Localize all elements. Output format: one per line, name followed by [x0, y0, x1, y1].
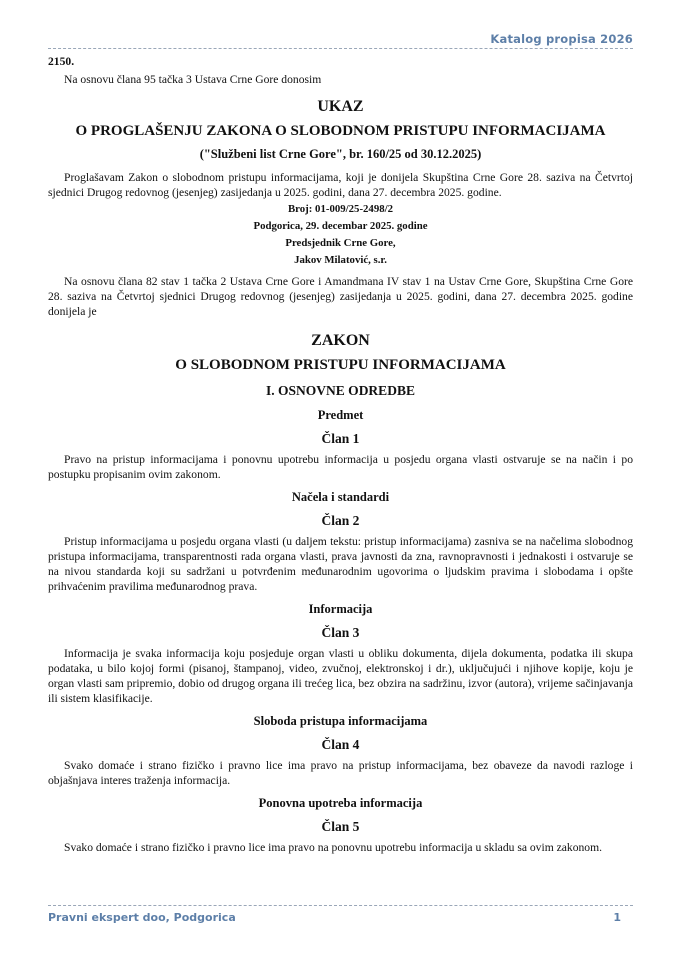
- gazette-reference: ("Službeni list Crne Gore", br. 160/25 od 30.12.2025): [199, 147, 482, 161]
- article-subtitle: Informacija: [308, 602, 373, 616]
- article-text: Svako domaće i strano fizičko i pravno lice ima pravo na ponovnu upotrebu informacija u skladu sa ovim zakonom.: [64, 841, 602, 854]
- footer-divider: [48, 905, 633, 907]
- article-5: [48, 796, 633, 855]
- page-header: [48, 28, 633, 49]
- document-body: [48, 52, 633, 855]
- article-2: [48, 490, 633, 594]
- article-subtitle: Načela i standardi: [291, 490, 390, 504]
- ukaz-title: O PROGLAŠENJU ZAKONA O SLOBODNOM PRISTUPU INFORMACIJAMA: [75, 123, 606, 139]
- ukaz-heading: UKAZ: [317, 98, 364, 115]
- article-text: Svako domaće i strano fizičko i pravno lice ima pravo na pristup informacijama, bez obaveze da navodi razloge i objašnjava interes traženja informacija.: [48, 759, 633, 787]
- article-title: Član 1: [321, 431, 360, 446]
- footer-publisher: Pravni ekspert doo, Podgorica: [48, 911, 236, 924]
- article-4: [48, 714, 633, 788]
- article-title: Član 2: [321, 513, 360, 528]
- zakon-title: O SLOBODNOM PRISTUPU INFORMACIJAMA: [175, 357, 506, 373]
- article-subtitle: Sloboda pristupa informacijama: [253, 714, 428, 728]
- article-text: Pravo na pristup informacijama i ponovnu upotrebu informacija u posjedu organa vlasti ostvaruje se na način i po postupku propisanim ovim zakonom.: [48, 453, 633, 481]
- article-title: Član 4: [321, 737, 360, 752]
- page-number: 1: [613, 911, 621, 924]
- article-1: [48, 408, 633, 482]
- proclamation-paragraph: Proglašavam Zakon o slobodnom pristupu informacijama, koji je donijela Skupština Crne Gore 28. saziva na Četvrtoj sjednici Drugog redovnog (jesenjeg) zasijedanja u 2025. godini, dana 27. decembra 2025. godine.: [48, 171, 633, 199]
- article-title: Član 3: [321, 625, 360, 640]
- article-subtitle: Predmet: [317, 408, 364, 422]
- article-text: Pristup informacijama u posjedu organa vlasti (u daljem tekstu: pristup informacijama) zasniva se na načelima slobodnog pristupa informacijama, transparentnosti rada organa vlasti, prava javnosti da zna, ravnopravnosti i jednakosti i ostvaruje se na nivou standarda koji su sadržani u potvrđenim međunarodnim ugovorima o ljudskim pravima i slobodama i opšte prihvaćenim pravilima međunarodnog prava.: [48, 535, 633, 593]
- article-text: Informacija je svaka informacija koju posjeduje organ vlasti u obliku dokumenta, dijela dokumenta, podatka ili skupa podataka, u bilo kojoj formi (pisanoj, štampanoj, video, zvučnoj, elektronskoj i dr.), uključujući i njihove kopije, koju je organ vlasti sam pripremio, dobio od drugog organa ili trećeg lica, bez obzira na sadržinu, izvor (autora), vrijeme sačinjavanja ili sistem klasifikacije.: [48, 647, 633, 705]
- document-number: 2150.: [48, 55, 75, 68]
- article-3: [48, 602, 633, 706]
- broj-line: Broj: 01-009/25-2498/2: [287, 203, 394, 215]
- intro-paragraph: Na osnovu člana 95 tačka 3 Ustava Crne Gore donosim: [64, 73, 322, 86]
- section-heading: I. OSNOVNE ODREDBE: [266, 383, 415, 398]
- zakon-heading: ZAKON: [311, 332, 370, 349]
- president-name: Jakov Milatović, s.r.: [294, 254, 387, 266]
- article-title: Član 5: [321, 819, 360, 834]
- place-date-line: Podgorica, 29. decembar 2025. godine: [253, 220, 428, 232]
- basis-paragraph: Na osnovu člana 82 stav 1 tačka 2 Ustava Crne Gore i Amandmana IV stav 1 na Ustav Crne Gore, Skupština Crne Gore 28. saziva na Četvrtoj sjednici Drugog redovnog (jesenjeg) zasijedanja u 2025. godini, dana 27. decembra 2025. godine donijela je: [48, 275, 633, 318]
- catalog-title: Katalog propisa 2026: [490, 32, 633, 46]
- president-title: Predsjednik Crne Gore,: [285, 237, 396, 249]
- article-subtitle: Ponovna upotreba informacija: [258, 796, 423, 810]
